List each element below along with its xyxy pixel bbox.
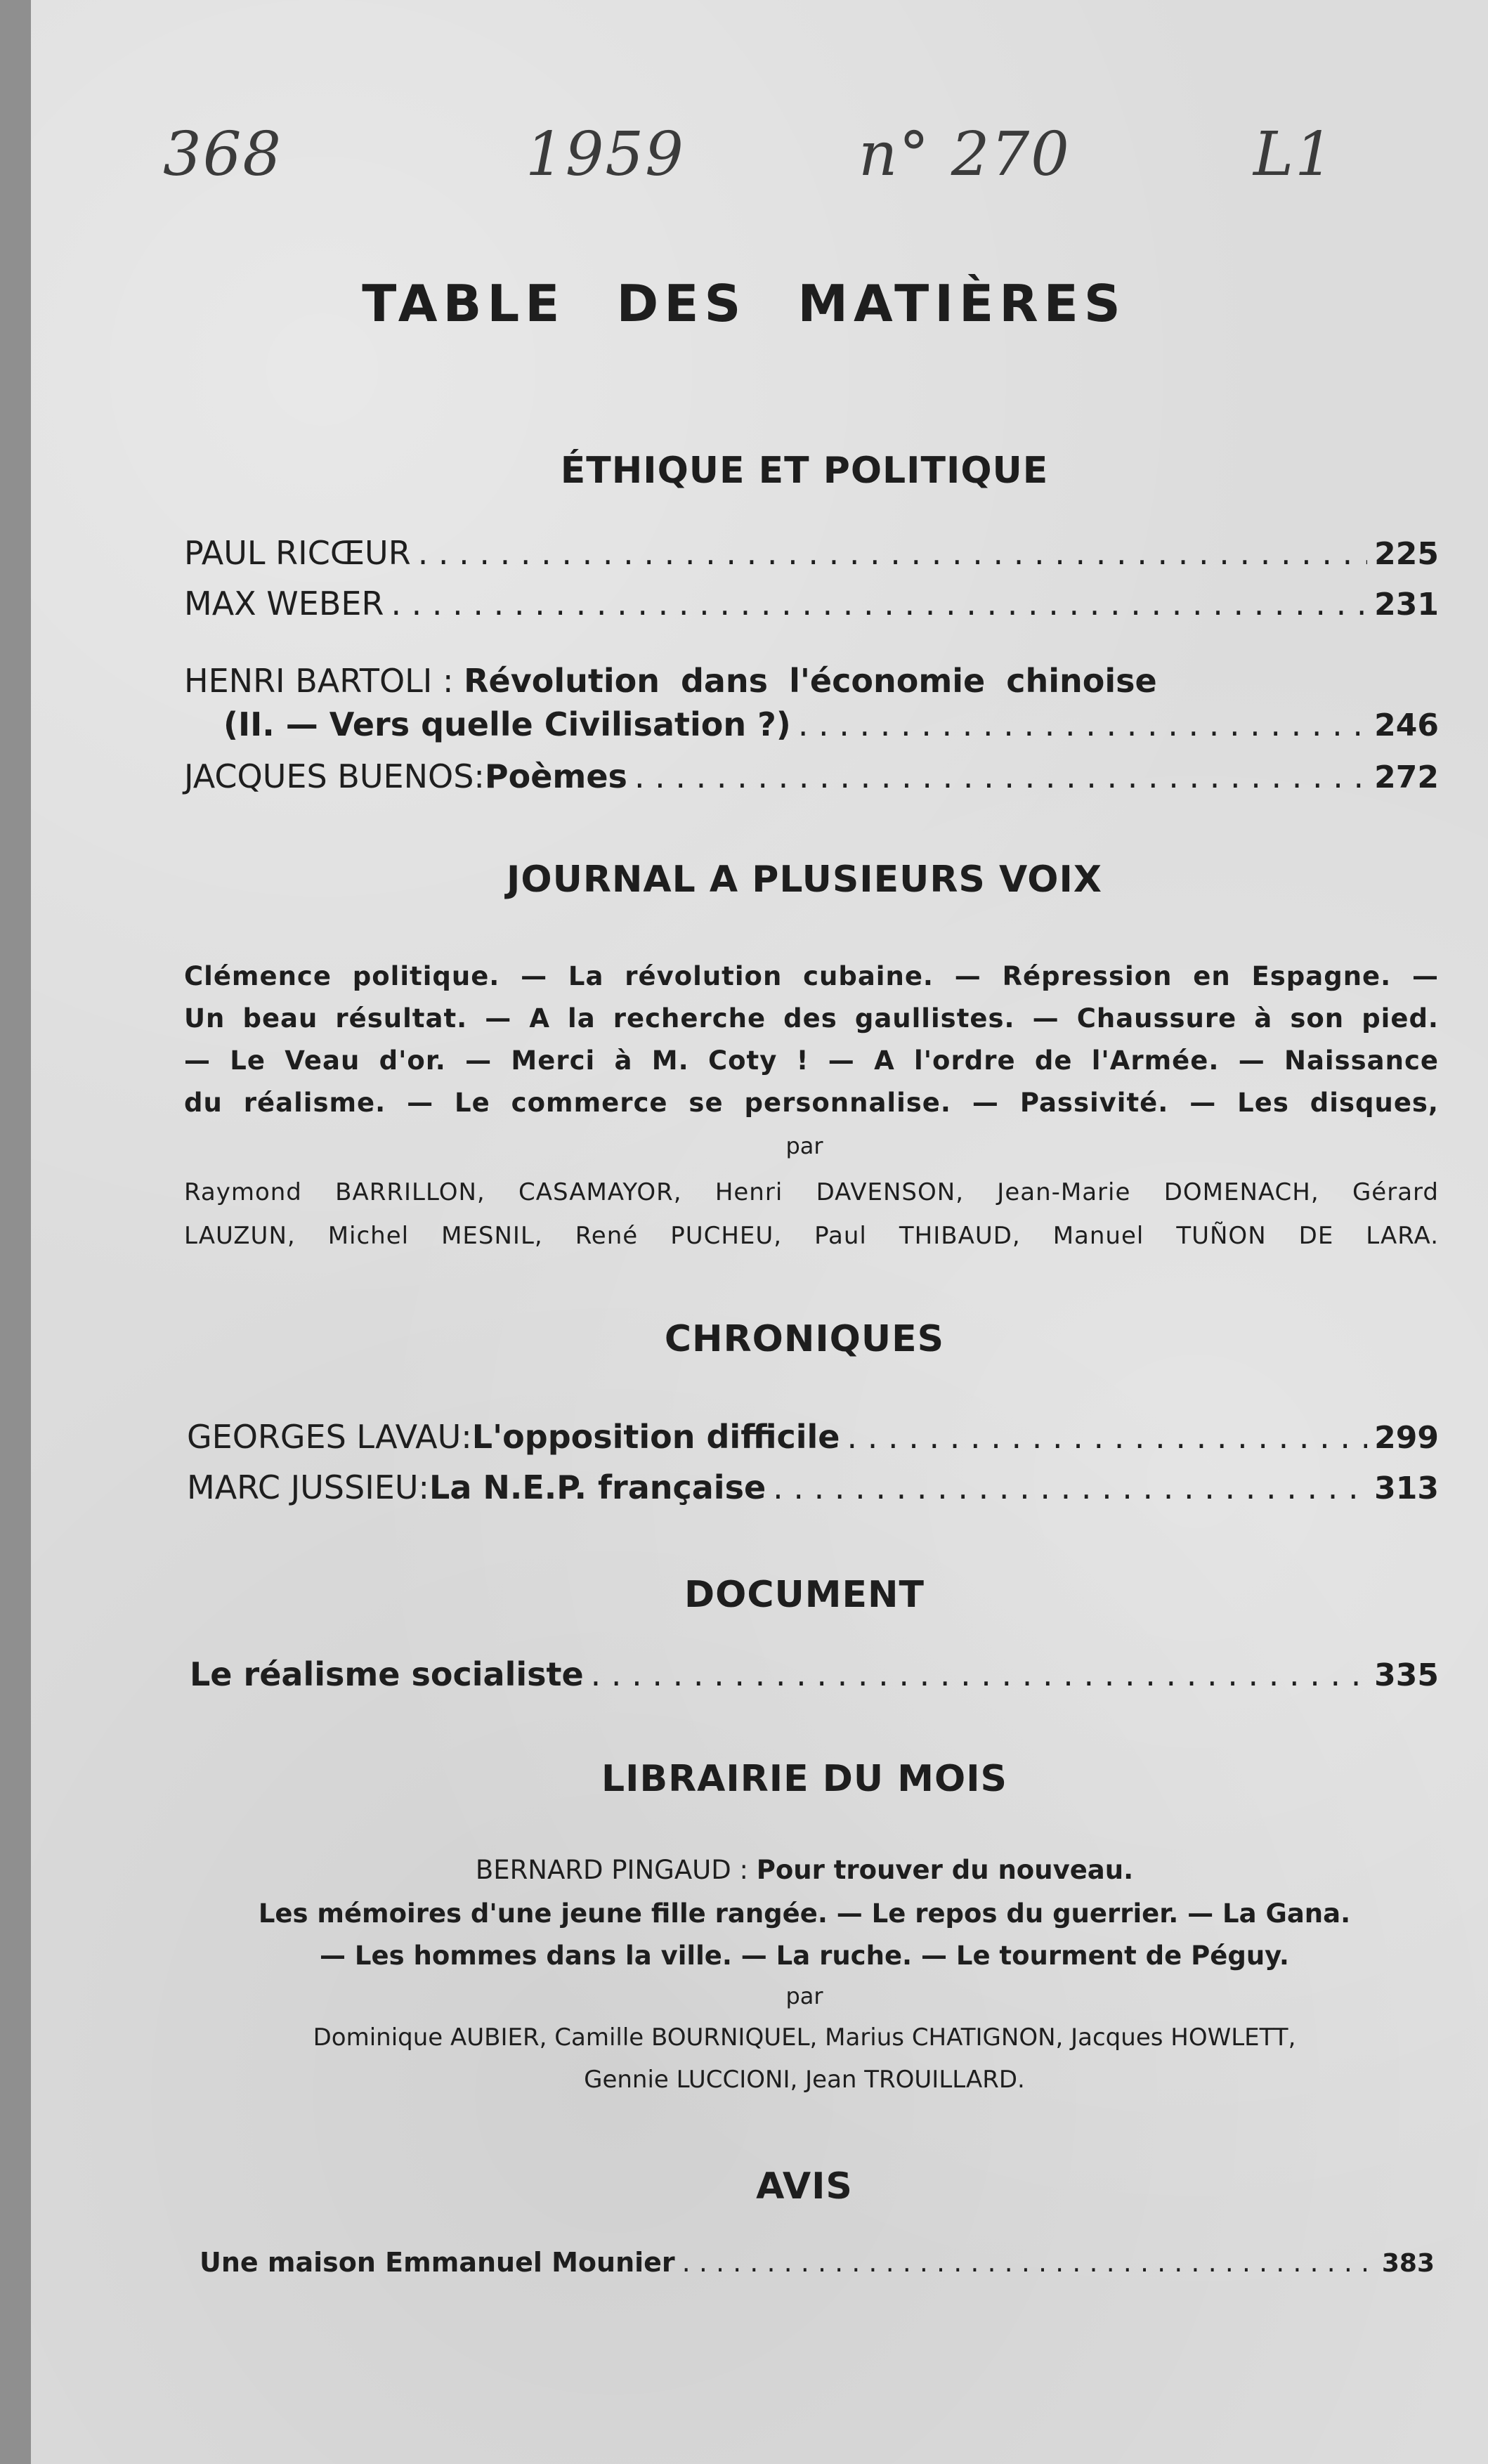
entry-page: 246: [1374, 708, 1439, 743]
toc-entry-realisme[interactable]: [190, 1655, 1439, 1693]
section-heading-librairie: LIBRAIRIE DU MOIS: [601, 1758, 1007, 1800]
handwritten-year: 1959: [526, 119, 685, 190]
leader-dots: [682, 2247, 1375, 2278]
journal-contributors: [184, 1171, 1439, 1258]
toc-entry-mounier[interactable]: [200, 2247, 1435, 2278]
section-heading-avis: AVIS: [756, 2165, 853, 2208]
leader-dots: [391, 585, 1367, 622]
toc-entry-buenos[interactable]: [184, 757, 1439, 795]
entry-page: 313: [1374, 1471, 1439, 1506]
entry-title: Une maison Emmanuel Mounier: [200, 2247, 675, 2278]
par-label: par: [785, 1983, 823, 2009]
journal-topics[interactable]: [184, 956, 1439, 1124]
librairie-contributors-line1: Dominique AUBIER, Camille BOURNIQUEL, Marius CHATIGNON, Jacques HOWLETT,: [313, 2023, 1296, 2052]
toc-entry-bartoli-line1[interactable]: [184, 662, 1157, 700]
entry-title: Poèmes: [484, 757, 627, 795]
section-heading-ethique: ÉTHIQUE ET POLITIQUE: [560, 450, 1049, 492]
toc-entry-lavau[interactable]: [187, 1418, 1439, 1456]
journal-line: Un beau résultat. — A la recherche des gaullistes. — Chaussure à son pied.: [184, 1003, 1439, 1034]
handwritten-mark: L1: [1253, 119, 1335, 190]
journal-line: du réalisme. — Le commerce se personnalise. — Passivité. — Les disques,: [184, 1088, 1439, 1118]
journal-line: — Le Veau d'or. — Merci à M. Coty ! — A l'ordre de l'Armée. — Naissance: [184, 1045, 1439, 1076]
librairie-separator: :: [731, 1855, 757, 1885]
par-label: par: [785, 1133, 823, 1159]
toc-entry-ricoeur[interactable]: [184, 534, 1439, 572]
entry-author: PAUL RICŒUR: [184, 534, 411, 572]
librairie-lead[interactable]: [0, 1855, 1488, 1885]
entry-page: 272: [1374, 760, 1439, 795]
leader-dots: [591, 1655, 1367, 1693]
entry-subtitle: (II. — Vers quelle Civilisation ?): [223, 705, 791, 743]
section-heading-document: DOCUMENT: [684, 1574, 925, 1616]
entry-author: MARC JUSSIEU: [187, 1468, 419, 1506]
section-heading-journal: JOURNAL A PLUSIEURS VOIX: [507, 859, 1102, 901]
toc-entry-weber[interactable]: [184, 585, 1439, 622]
contributors-line: LAUZUN, Michel MESNIL, René PUCHEU, Paul THIBAUD, Manuel TUÑON DE LARA.: [184, 1222, 1439, 1250]
leader-dots: [798, 705, 1367, 743]
handwritten-issue: n° 270: [859, 119, 1071, 190]
entry-title: L'opposition difficile: [471, 1418, 840, 1456]
handwritten-number: 368: [163, 119, 283, 190]
librairie-contributors-line2: Gennie LUCCIONI, Jean TROUILLARD.: [584, 2066, 1025, 2094]
entry-author: GEORGES LAVAU: [187, 1418, 462, 1456]
entry-page: 335: [1374, 1657, 1439, 1693]
leader-dots: [847, 1418, 1368, 1456]
entry-separator: :: [461, 1418, 472, 1456]
entry-title: Révolution dans l'économie chinoise: [464, 662, 1157, 700]
entry-separator: :: [418, 1468, 430, 1506]
leader-dots: [773, 1468, 1367, 1506]
entry-title: Le réalisme socialiste: [190, 1655, 584, 1693]
entry-title: La N.E.P. française: [429, 1468, 766, 1506]
librairie-books-line1: Les mémoires d'une jeune fille rangée. — Le repos du guerrier. — La Gana.: [258, 1898, 1351, 1929]
entry-page: 383: [1381, 2249, 1435, 2278]
entry-separator: :: [474, 757, 485, 795]
page-title: TABLE DES MATIÈRES: [362, 274, 1126, 333]
toc-entry-jussieu[interactable]: [187, 1468, 1439, 1506]
entry-page: 231: [1374, 587, 1439, 622]
librairie-author: BERNARD PINGAUD: [475, 1855, 731, 1885]
leader-dots: [634, 757, 1367, 795]
entry-author: JACQUES BUENOS: [184, 757, 474, 795]
librairie-title: Pour trouver du nouveau.: [756, 1855, 1134, 1885]
leader-dots: [418, 534, 1367, 572]
librairie-books-line2: — Les hommes dans la ville. — La ruche. — Le tourment de Péguy.: [320, 1941, 1289, 1971]
entry-page: 299: [1374, 1420, 1439, 1456]
entry-separator: :: [432, 662, 464, 700]
contributors-line: Raymond BARRILLON, CASAMAYOR, Henri DAVENSON, Jean-Marie DOMENACH, Gérard: [184, 1178, 1439, 1206]
entry-author: MAX WEBER: [184, 585, 384, 622]
journal-line: Clémence politique. — La révolution cubaine. — Répression en Espagne. —: [184, 961, 1439, 991]
toc-entry-bartoli-line2[interactable]: [223, 705, 1439, 743]
entry-page: 225: [1374, 536, 1439, 572]
section-heading-chroniques: CHRONIQUES: [664, 1318, 945, 1360]
entry-author: HENRI BARTOLI: [184, 662, 433, 700]
